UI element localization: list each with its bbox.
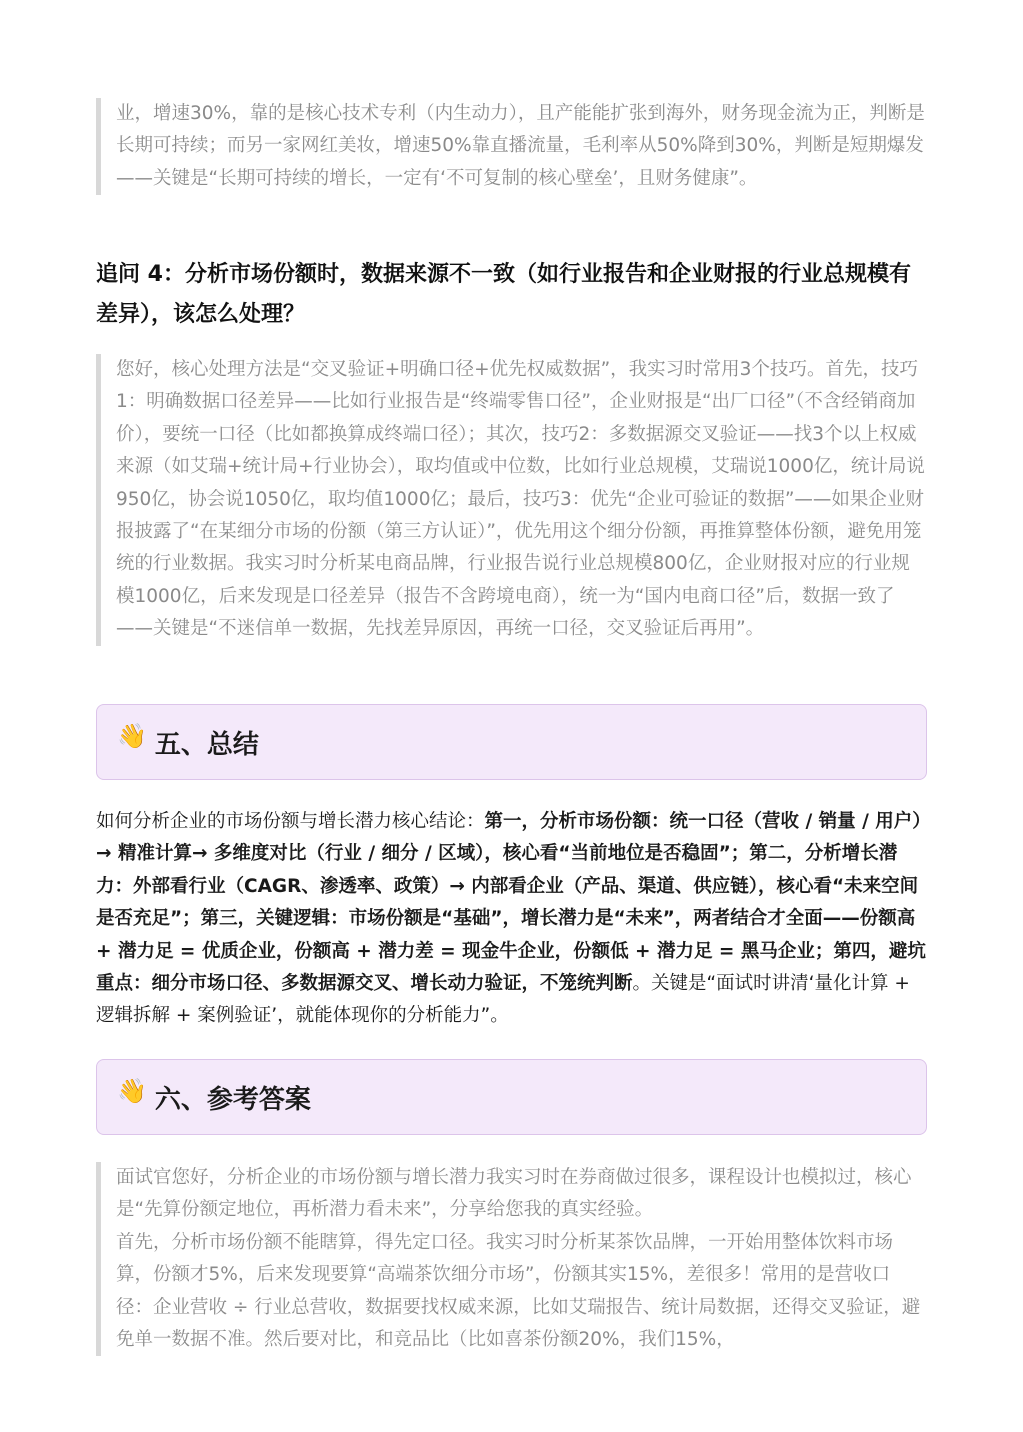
waving-hand-icon: 👋 xyxy=(117,722,147,750)
section-5-title: 五、总结 xyxy=(154,729,259,760)
section-5-header xyxy=(96,704,927,780)
followup-4-answer: 您好，核心处理方法是“交叉验证+明确口径+优先权威数据”，我实习时常用3个技巧。首先，技巧1：明确数据口径差异——比如行业报告是“终端零售口径”，企业财报是“出厂口径”（不含经销商加价），要统一口径（比如都换算成终端口径）；其次，技巧2：多数据源交叉验证——找3个以上权威来源（如艾瑞+统计局+行业协会），取均值或中位数，比如行业总规模，艾瑞说1000亿，统计局说950亿，协会说1050亿，取均值1000亿；最后，技巧3：优先“企业可验证的数据”——如果企业财报披露了“在某细分市场的份额（第三方认证）”，优先用这个细分份额，再推算整体份额，避免用笼统的行业数据。我实习时分析某电商品牌，行业报告说行业总规模800亿，企业财报对应的行业规模1000亿，后来发现是口径差异（报告不含跨境电商），统一为“国内电商口径”后，数据一致了——关键是“不迷信单一数据，先找差异原因，再统一口径，交叉验证后再用”。 xyxy=(116,359,925,640)
quote-block-reference xyxy=(96,1162,926,1356)
section-6-title: 六、参考答案 xyxy=(154,1084,311,1115)
quote-block-followup-4 xyxy=(96,354,926,646)
reference-paragraph-2: 首先，分析市场份额不能瞎算，得先定口径。我实习时分析某茶饮品牌，一开始用整体饮料市场算，份额才5%，后来发现要算“高端茶饮细分市场”，份额其实15%，差很多！常用的是营收口径：企业营收 ÷ 行业总营收，数据要找权威来源，比如艾瑞报告、统计局数据，还得交叉验证，避免单一数据不准。然后要对比，和竞品比（比如喜茶份额20%，我们15%， xyxy=(116,1231,921,1351)
summary-bold: 第一，分析市场份额：统一口径（营收 / 销量 / 用户）→ 精准计算→ 多维度对比（行业 / 细分 / 区域），核心看“当前地位是否稳固”；第二，分析增长潜力：外部看行业（CAGR、渗透率、政策）→ 内部看企业（产品、渠道、供应链），核心看“未来空间是否充足”；第三，关键逻辑：市场份额是“基础”，增长潜力是“未来”，两者结合才全面——份额高 + 潜力足 = 优质企业，份额高 + 潜力差 = 现金牛企业，份额低 + 潜力足 = 黑马企业；第四，避坑重点：细分市场口径、多数据源交叉、增长动力验证，不笼统判断 xyxy=(96,811,926,995)
summary-intro: 如何分析企业的市场份额与增长潜力核心结论： xyxy=(96,811,485,832)
summary-paragraph xyxy=(96,806,926,1033)
section-6-header xyxy=(96,1059,927,1135)
reference-paragraph-1: 面试官您好，分析企业的市场份额与增长潜力我实习时在券商做过很多，课程设计也模拟过，核心是“先算份额定地位，再析潜力看未来”，分享给您我的真实经验。 xyxy=(116,1167,912,1221)
quote-top-text: 业，增速30%，靠的是核心技术专利（内生动力），且产能能扩张到海外，财务现金流为正，判断是长期可持续；而另一家网红美妆，增速50%靠直播流量，毛利率从50%降到30%，判断是短期爆发——关键是“长期可持续的增长，一定有‘不可复制的核心壁垒’，且财务健康”。 xyxy=(116,103,925,189)
followup-4-heading: 追问 4：分析市场份额时，数据来源不一致（如行业报告和企业财报的行业总规模有差异），该怎么处理？ xyxy=(96,262,911,327)
waving-hand-icon: 👋 xyxy=(117,1077,147,1105)
summary-outro: 。关键是“面试时讲清‘量化计算 + 逻辑拆解 + 案例验证’，就能体现你的分析能力”。 xyxy=(96,973,910,1027)
quote-block-top xyxy=(96,98,926,195)
